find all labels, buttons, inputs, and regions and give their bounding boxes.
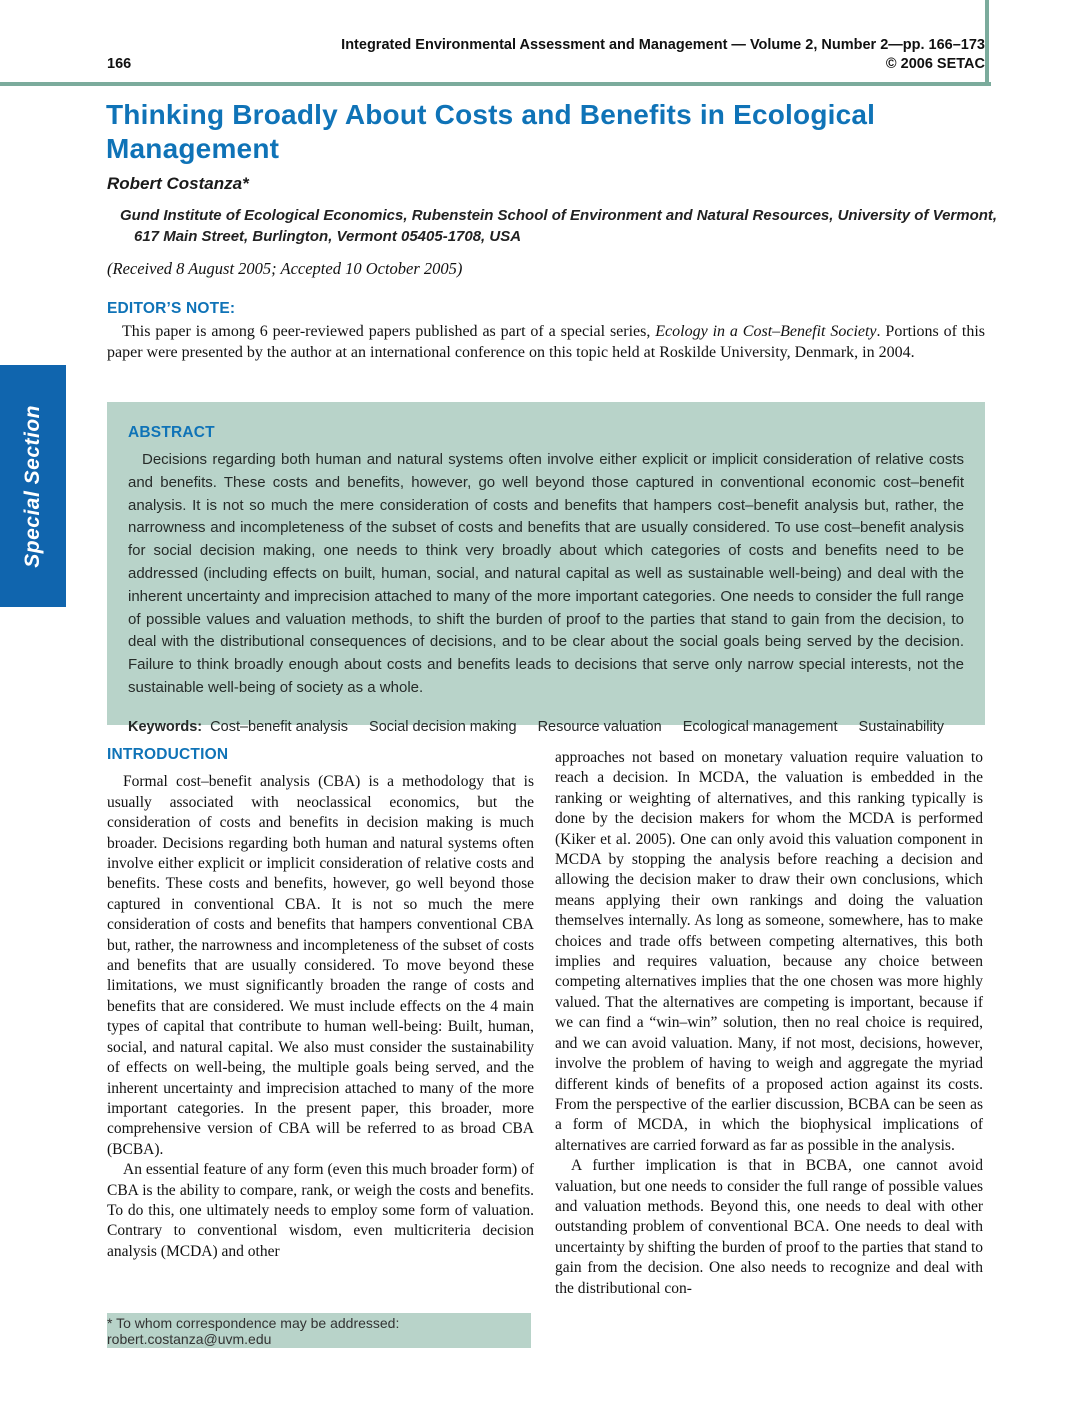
special-section-label: Special Section	[21, 404, 44, 568]
abstract-text: Decisions regarding both human and natural systems often involve either explicit or implicit consideration of relative costs and benefits. These costs and benefits, however, go well beyond those captured in conventional economic cost–benefit analysis. It is not so much the mere consideration of costs and benefits that hampers cost–benefit analysis but, rather, the narrowness and incompleteness of the subset of costs and benefits that are usually considered. To use cost–benefit analysis for social decision making, one needs to think very broadly about which categories of costs and benefits need to be addressed (including effects on built, human, social, and natural capital as well as sustainable well-being) and deal with the inherent uncertainty and imprecision attached to many of the more important categories. One needs to consider the full range of possible values and valuation methods, to shift the burden of proof to the parties that stand to gain from the decision, to deal with the distributional consequences of decisions, and to be clear about the social goals being served by the decision. Failure to think broadly enough about costs and benefits leads to decisions that serve only narrow special interests, not the sustainable well-being of society as a whole.	[128, 451, 964, 696]
editors-note	[107, 300, 985, 363]
right-column	[555, 748, 983, 1299]
body-paragraph: A further implication is that in BCBA, one cannot avoid valuation, but one needs to consider the full range of possible values and valuation methods. Beyond this, one needs to deal with other outstanding problem of conventional BCA. One needs to deal with uncertainty by shifting the burden of proof to the parties that stand to gain from the decision. One also needs to recognize and deal with the distributional con-	[555, 1157, 983, 1297]
keyword: Cost–benefit analysis	[210, 718, 348, 735]
author-affiliation: Gund Institute of Ecological Economics, Rubenstein School of Environment and Natural Resources, University of Vermont, 617 Main Street, Burlington, Vermont 05405-1708, USA	[120, 207, 998, 245]
author-name: Robert Costanza*	[107, 174, 249, 193]
keyword: Resource valuation	[537, 718, 662, 735]
introduction-heading: INTRODUCTION	[107, 746, 229, 763]
editors-note-heading: EDITOR’S NOTE:	[107, 300, 236, 317]
left-column	[107, 745, 534, 1262]
keyword: Social decision making	[369, 718, 517, 735]
body-paragraph: approaches not based on monetary valuation require valuation to reach a decision. In MCDA, the valuation is embedded in the ranking or weighting of alternatives, and this ranking typically is done by the decision makers for whom the MCDA is performed (Kiker et al. 2005). One can only avoid this valuation component in MCDA by stopping the analysis before reaching a decision and allowing the decision maker to draw their own conclusions, which means applying their own rankings and doing the valuation themselves internally. As long as someone, somewhere, has to make choices and trade offs between competing alternatives, this both implies and requires valuation, because any choice between competing alternatives implies that the one chosen was more highly valued. That the alternatives are competing is important, because if we can find a “win–win” solution, then no real choice is required, and we can avoid valuation. Many, if not most, decisions, however, involve the problem of having to weigh and aggregate the myriad different kinds of benefits of a proposed action against its costs. From the perspective of the earlier discussion, BCBA can be seen as a form of MCDA, in which the biophysical implications of alternatives are carried forward as far as possible in the analysis.	[555, 749, 983, 1154]
header-second-line	[107, 55, 985, 74]
header-rule-vertical	[985, 0, 989, 86]
received-accepted-dates: (Received 8 August 2005; Accepted 10 October 2005)	[107, 259, 463, 278]
copyright-notice: © 2006 SETAC	[885, 56, 985, 72]
keyword: Sustainability	[858, 718, 944, 735]
journal-citation: Integrated Environmental Assessment and Management — Volume 2, Number 2—pp. 166–173	[341, 37, 985, 53]
editors-note-text-before: This paper is among 6 peer-reviewed papers published as part of a special series,	[122, 323, 656, 340]
body-paragraph: Formal cost–benefit analysis (CBA) is a methodology that is usually associated with neoclassical economics, but the consideration of costs and benefits in decision making is much broader. Decisions regarding both human and natural systems often involve either explicit or implicit consideration of relative costs and benefits. These costs and benefits, however, go well beyond those captured in conventional CBA. It is not so much the mere consideration of costs and benefits that hampers conventional CBA but, rather, the narrowness and incompleteness of the subset of costs and benefits that are usually considered. To move beyond these limitations, we must significantly broaden the range of costs and benefits that are considered. We must include effects on the 4 main types of capital that contribute to human well-being: Built, human, social, and natural capital. We also must consider the sustainability of effects on well-being, the multiple goals being served, and the inherent uncertainty and imprecision attached to many of the more important categories. In the present paper, this broader, more comprehensive version of CBA will be referred to as broad CBA (BCBA).	[107, 773, 534, 1158]
editors-note-text-after: . Portions of this paper were presented by the author at an international conference on this topic held at Roskilde University, Denmark, in 2004.	[107, 323, 986, 361]
editors-note-text	[107, 322, 985, 363]
special-section-banner	[0, 365, 66, 607]
abstract-box	[107, 402, 985, 735]
body-paragraph: An essential feature of any form (even this much broader form) of CBA is the ability to compare, rank, or weigh the costs and benefits. To do this, one ultimately needs to employ some form of valuation. Contrary to conventional wisdom, even multicriteria decision analysis (MCDA) and other	[107, 1161, 534, 1260]
keywords-line	[128, 719, 964, 735]
page-number: 166	[107, 56, 132, 72]
keyword: Ecological management	[682, 718, 838, 735]
correspondence-footnote: * To whom correspondence may be addressed: robert.costanza@uvm.edu	[107, 1313, 531, 1348]
header-rule-horizontal	[0, 82, 991, 86]
article-title: Thinking Broadly About Costs and Benefits in Ecological Management	[106, 99, 876, 164]
abstract-heading: ABSTRACT	[128, 424, 215, 441]
series-title: Ecology in a Cost–Benefit Society	[655, 323, 877, 340]
keywords-label: Keywords:	[128, 718, 203, 735]
page-header	[107, 36, 985, 74]
